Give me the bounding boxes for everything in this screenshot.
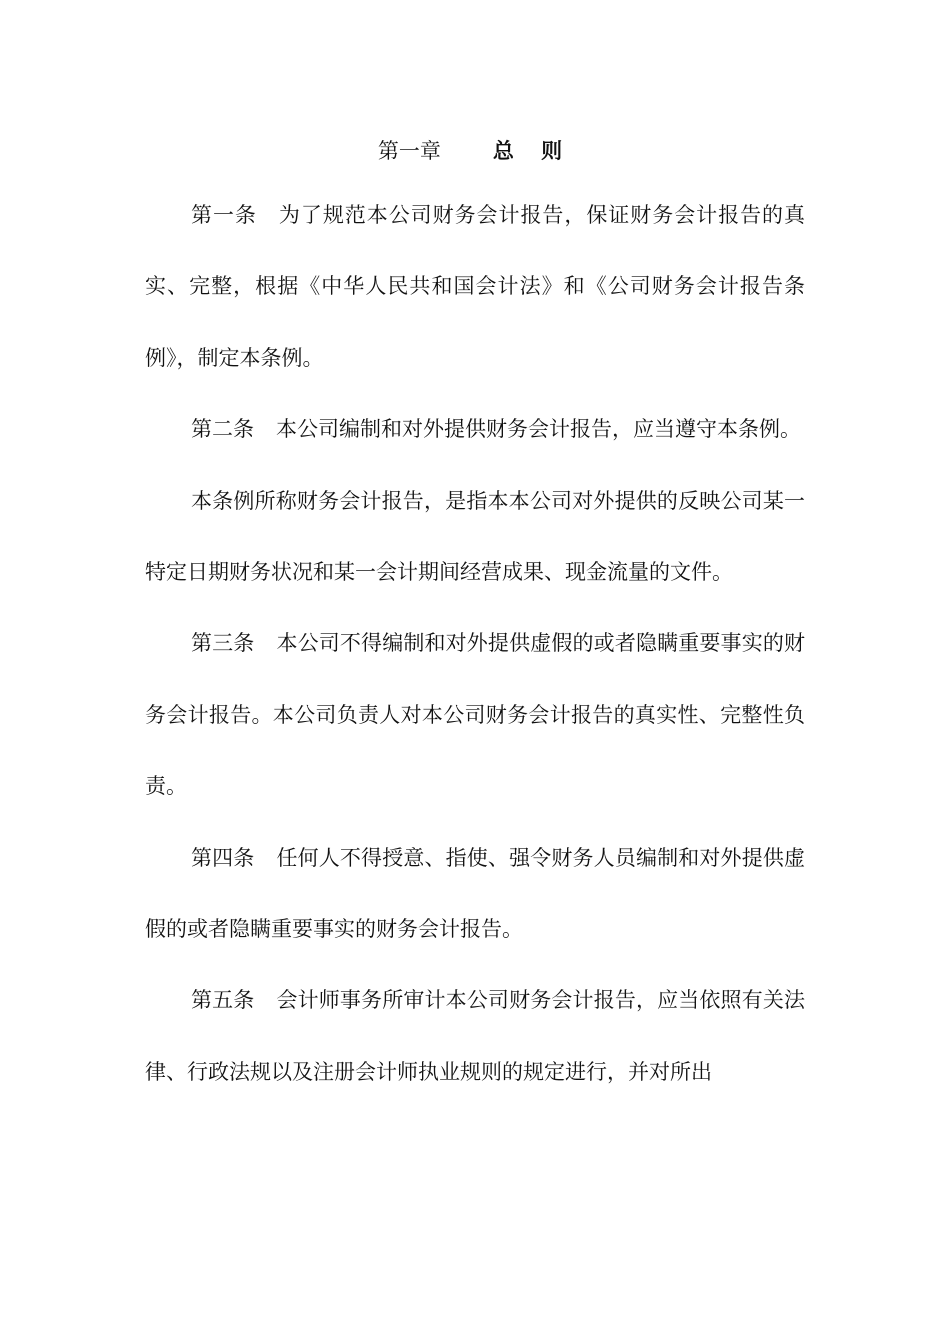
article-text: 本公司不得编制和对外提供虚假的或者隐瞒重要事实的财务会计报告。本公司负责人对本公司财务会计报告的真实性、完整性负责。 xyxy=(145,631,806,799)
article-text: 本公司编制和对外提供财务会计报告，应当遵守本条例。 xyxy=(276,417,801,442)
article-paragraph xyxy=(145,965,805,1108)
paragraph-text: 本条例所称财务会计报告，是指本本公司对外提供的反映公司某一特定日期财务状况和某一会计期间经营成果、现金流量的文件。 xyxy=(145,488,805,585)
article-number: 第二条 xyxy=(191,417,254,442)
chapter-number: 第一章 xyxy=(377,139,441,163)
definition-paragraph xyxy=(145,466,805,609)
article-text: 为了规范本公司财务会计报告，保证财务会计报告的真实、完整，根据《中华人民共和国会计法》和《公司财务会计报告条例》，制定本条例。 xyxy=(145,203,806,370)
article-number: 第一条 xyxy=(191,203,257,227)
article-number: 第五条 xyxy=(191,988,255,1013)
chapter-heading xyxy=(0,136,950,166)
article-paragraph xyxy=(145,823,805,966)
article-paragraph xyxy=(145,394,805,465)
article-paragraph xyxy=(145,180,805,394)
chapter-title: 总 则 xyxy=(492,138,573,163)
article-number: 第四条 xyxy=(191,845,255,870)
document-body xyxy=(145,180,805,1108)
article-text: 任何人不得授意、指使、强令财务人员编制和对外提供虚假的或者隐瞒重要事实的财务会计报告。 xyxy=(145,845,806,942)
article-paragraph xyxy=(145,608,805,822)
article-text: 会计师事务所审计本公司财务会计报告，应当依照有关法律、行政法规以及注册会计师执业规则的规定进行，并对所出 xyxy=(145,988,806,1084)
article-number: 第三条 xyxy=(191,631,255,656)
